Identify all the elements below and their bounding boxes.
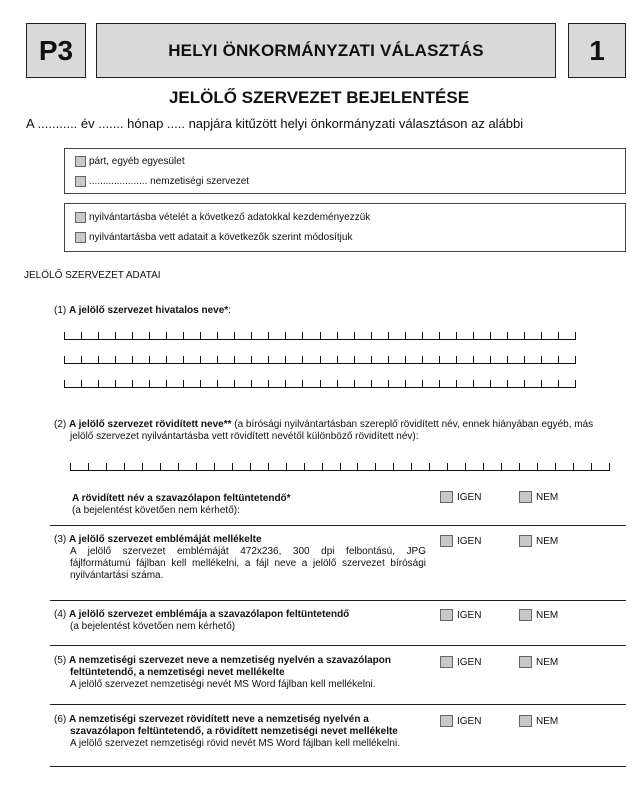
option-label: ..................... nemzetiségi szervezet	[89, 176, 250, 187]
comb-tick	[124, 463, 125, 471]
comb-tick	[507, 332, 508, 340]
comb-tick	[447, 463, 448, 471]
comb-tick	[132, 332, 133, 340]
q2-title: A jelölő szervezet rövidített neve**	[69, 419, 232, 430]
comb-tick	[98, 332, 99, 340]
q6-title-2: szavazólapon feltüntetendő, a rövidített nemzetiségi nevet mellékelte	[70, 726, 398, 737]
q1-suffix: :	[228, 305, 231, 316]
official-name-field-row-3[interactable]	[64, 378, 576, 388]
comb-tick	[302, 332, 303, 340]
comb-tick	[132, 356, 133, 364]
q3-note-3: nyilvántartási száma.	[70, 570, 164, 581]
divider	[50, 645, 626, 646]
q3-no-option[interactable]	[519, 535, 558, 547]
comb-tick	[541, 356, 542, 364]
comb-tick	[106, 463, 107, 471]
comb-tick	[357, 463, 358, 471]
option-party[interactable]	[75, 156, 185, 167]
comb-tick	[575, 332, 576, 340]
q6-yes-option[interactable]	[440, 715, 481, 727]
comb-tick	[268, 332, 269, 340]
q3-note-2: fájlformátumú fájlban kell mellékelni, a fájl neve a jelölő szervezet bírósági	[70, 558, 426, 569]
yes-label: IGEN	[457, 609, 482, 621]
comb-tick	[268, 356, 269, 364]
comb-tick	[98, 380, 99, 388]
comb-tick	[575, 380, 576, 388]
comb-tick	[166, 356, 167, 364]
q2-label	[54, 419, 626, 443]
comb-tick	[354, 332, 355, 340]
q5-title-1: A nemzetiségi szervezet neve a nemzetiség nyelvén a szavazólapon	[69, 655, 392, 666]
comb-tick	[88, 463, 89, 471]
comb-tick	[388, 332, 389, 340]
comb-tick	[519, 463, 520, 471]
comb-tick	[217, 356, 218, 364]
comb-tick	[268, 380, 269, 388]
intro-text: A ........... év ....... hónap ..... napjára kitűzött helyi önkormányzati választáson az alábbi	[26, 116, 524, 131]
comb-tick	[456, 356, 457, 364]
q3-note-1: A jelölő szervezet emblémáját 472x236, 300 dpi felbontású, JPG	[70, 546, 426, 557]
comb-tick	[354, 380, 355, 388]
comb-tick	[149, 332, 150, 340]
no-label: NEM	[536, 656, 559, 668]
comb-tick	[320, 380, 321, 388]
q2b-label	[72, 493, 291, 517]
comb-tick	[411, 463, 412, 471]
q2b-note: (a bejelentést követően nem kérhető):	[72, 505, 240, 516]
option-label: párt, egyéb egyesület	[89, 156, 185, 167]
comb-tick	[320, 332, 321, 340]
comb-tick	[251, 332, 252, 340]
comb-tick	[371, 380, 372, 388]
comb-tick	[524, 332, 525, 340]
comb-tick	[250, 463, 251, 471]
comb-tick	[232, 463, 233, 471]
q2-note-2: jelölő szervezet nyilvántartásba vett rövidített nevétől különböző rövidített név):	[70, 431, 419, 442]
comb-tick	[285, 332, 286, 340]
comb-tick	[268, 463, 269, 471]
comb-tick	[337, 332, 338, 340]
comb-tick	[490, 332, 491, 340]
q1-label	[54, 305, 231, 317]
q4-label	[54, 609, 349, 633]
comb-tick	[142, 463, 143, 471]
form-subtitle: JELÖLŐ SZERVEZET BEJELENTÉSE	[168, 88, 470, 107]
option-label: nyilvántartásba vett adatait a következők szerint módosítjuk	[89, 232, 353, 243]
q1-number: (1)	[54, 305, 67, 316]
comb-tick	[81, 380, 82, 388]
comb-tick	[234, 380, 235, 388]
comb-tick	[473, 356, 474, 364]
comb-tick	[217, 380, 218, 388]
comb-tick	[149, 380, 150, 388]
checkbox[interactable]	[519, 535, 532, 547]
q6-no-option[interactable]	[519, 715, 558, 727]
comb-tick	[132, 380, 133, 388]
comb-tick	[473, 380, 474, 388]
comb-tick	[81, 356, 82, 364]
comb-tick	[251, 356, 252, 364]
no-label: NEM	[536, 491, 559, 503]
checkbox[interactable]	[440, 715, 453, 727]
q2b-no-option[interactable]	[519, 491, 558, 503]
form-code-box: P3	[26, 23, 86, 78]
q2-note-1: (a bírósági nyilvántartásban szereplő rövidített név, ennek hiányában egyéb, más	[231, 419, 594, 430]
q5-note: A jelölő szervezet nemzetiségi nevét MS Word fájlban kell mellékelni.	[70, 679, 376, 690]
comb-tick	[115, 356, 116, 364]
comb-tick	[285, 380, 286, 388]
comb-tick	[388, 380, 389, 388]
comb-tick	[422, 356, 423, 364]
comb-tick	[591, 463, 592, 471]
comb-tick	[302, 356, 303, 364]
q1-title: A jelölő szervezet hivatalos neve*	[69, 305, 229, 316]
comb-tick	[200, 332, 201, 340]
comb-tick	[558, 356, 559, 364]
comb-tick	[388, 356, 389, 364]
comb-tick	[183, 380, 184, 388]
divider	[50, 600, 626, 601]
comb-tick	[405, 356, 406, 364]
org-type-box	[64, 148, 626, 194]
comb-tick	[524, 380, 525, 388]
comb-tick	[371, 332, 372, 340]
comb-tick	[483, 463, 484, 471]
q3-yes-option[interactable]	[440, 535, 481, 547]
comb-tick	[340, 463, 341, 471]
comb-tick	[234, 332, 235, 340]
checkbox[interactable]	[75, 232, 86, 243]
checkbox[interactable]	[75, 176, 86, 187]
comb-tick	[354, 356, 355, 364]
comb-tick	[251, 380, 252, 388]
comb-tick	[507, 356, 508, 364]
comb-tick	[422, 380, 423, 388]
comb-tick	[286, 463, 287, 471]
yes-label: IGEN	[457, 656, 482, 668]
q5-title-2: feltüntetendő, a nemzetiségi nevet mellékelte	[70, 667, 285, 678]
checkbox[interactable]	[440, 491, 453, 503]
comb-tick	[558, 380, 559, 388]
comb-tick	[558, 332, 559, 340]
no-label: NEM	[536, 715, 559, 727]
divider	[50, 704, 626, 705]
comb-tick	[214, 463, 215, 471]
comb-tick	[573, 463, 574, 471]
comb-tick	[200, 356, 201, 364]
comb-tick	[64, 332, 65, 340]
q5-yes-option[interactable]	[440, 656, 481, 668]
option-minority-org[interactable]	[75, 176, 249, 187]
section-title: JELÖLŐ SZERVEZET ADATAI	[24, 270, 161, 281]
q6-label	[54, 714, 426, 750]
no-label: NEM	[536, 609, 559, 621]
comb-tick	[555, 463, 556, 471]
comb-tick	[439, 332, 440, 340]
comb-tick	[609, 463, 610, 471]
comb-tick	[439, 356, 440, 364]
comb-tick	[183, 332, 184, 340]
comb-tick	[322, 463, 323, 471]
checkbox[interactable]	[440, 535, 453, 547]
comb-tick	[541, 332, 542, 340]
q2b-title: A rövidített név a szavazólapon feltüntetendő*	[72, 493, 291, 504]
comb-tick	[507, 380, 508, 388]
comb-tick	[196, 463, 197, 471]
q6-note: A jelölő szervezet nemzetiségi rövid nevét MS Word fájlban kell mellékelni.	[70, 738, 400, 749]
comb-tick	[473, 332, 474, 340]
q3-number: (3)	[54, 534, 67, 545]
comb-tick	[115, 332, 116, 340]
comb-tick	[439, 380, 440, 388]
checkbox[interactable]	[440, 656, 453, 668]
divider	[50, 525, 626, 526]
option-label: nyilvántartásba vételét a következő adatokkal kezdeményezzük	[89, 212, 371, 223]
comb-tick	[234, 356, 235, 364]
q2-number: (2)	[54, 419, 67, 430]
official-name-field-row-2[interactable]	[64, 354, 576, 364]
comb-tick	[393, 463, 394, 471]
comb-tick	[541, 380, 542, 388]
comb-tick	[337, 380, 338, 388]
comb-tick	[178, 463, 179, 471]
comb-tick	[456, 332, 457, 340]
comb-tick	[302, 380, 303, 388]
option-modify[interactable]	[75, 232, 352, 243]
q4-number: (4)	[54, 609, 67, 620]
comb-tick	[217, 332, 218, 340]
comb-tick	[200, 380, 201, 388]
comb-tick	[149, 356, 150, 364]
comb-tick	[166, 332, 167, 340]
q3-title: A jelölő szervezet emblémáját mellékelte	[69, 534, 262, 545]
checkbox[interactable]	[440, 609, 453, 621]
yes-label: IGEN	[457, 715, 482, 727]
checkbox[interactable]	[75, 212, 86, 223]
option-register[interactable]	[75, 212, 370, 223]
comb-tick	[524, 356, 525, 364]
comb-tick	[371, 356, 372, 364]
comb-tick	[320, 356, 321, 364]
page-number-box: 1	[568, 23, 626, 78]
comb-tick	[405, 380, 406, 388]
q5-label	[54, 655, 426, 691]
comb-tick	[64, 380, 65, 388]
comb-tick	[115, 380, 116, 388]
comb-tick	[501, 463, 502, 471]
q5-number: (5)	[54, 655, 67, 666]
comb-tick	[465, 463, 466, 471]
checkbox[interactable]	[519, 656, 532, 668]
comb-tick	[490, 356, 491, 364]
comb-tick	[166, 380, 167, 388]
checkbox[interactable]	[519, 609, 532, 621]
comb-tick	[64, 356, 65, 364]
q6-number: (6)	[54, 714, 67, 725]
checkbox[interactable]	[519, 491, 532, 503]
comb-tick	[375, 463, 376, 471]
comb-tick	[490, 380, 491, 388]
comb-tick	[304, 463, 305, 471]
checkbox[interactable]	[519, 715, 532, 727]
q4-yes-option[interactable]	[440, 609, 481, 621]
q3-label	[54, 534, 426, 582]
comb-tick	[98, 356, 99, 364]
yes-label: IGEN	[457, 491, 482, 503]
no-label: NEM	[536, 535, 559, 547]
q4-note: (a bejelentést követően nem kérhető)	[70, 621, 236, 632]
q4-no-option[interactable]	[519, 609, 558, 621]
official-name-field-row-1[interactable]	[64, 330, 576, 340]
q5-no-option[interactable]	[519, 656, 558, 668]
comb-tick	[183, 356, 184, 364]
action-box	[64, 203, 626, 252]
comb-tick	[405, 332, 406, 340]
comb-tick	[429, 463, 430, 471]
form-title-box: HELYI ÖNKORMÁNYZATI VÁLASZTÁS	[96, 23, 556, 78]
comb-tick	[285, 356, 286, 364]
q4-title: A jelölő szervezet emblémája a szavazólapon feltüntetendő	[69, 609, 350, 620]
divider	[50, 766, 626, 767]
comb-tick	[422, 332, 423, 340]
comb-tick	[537, 463, 538, 471]
comb-tick	[81, 332, 82, 340]
comb-tick	[160, 463, 161, 471]
comb-tick	[456, 380, 457, 388]
comb-tick	[337, 356, 338, 364]
q6-title-1: A nemzetiségi szervezet rövidített neve a nemzetiség nyelvén a	[69, 714, 369, 725]
q2b-yes-option[interactable]	[440, 491, 481, 503]
yes-label: IGEN	[457, 535, 482, 547]
checkbox[interactable]	[75, 156, 86, 167]
comb-tick	[70, 463, 71, 471]
comb-tick	[575, 356, 576, 364]
short-name-field[interactable]	[70, 461, 610, 471]
